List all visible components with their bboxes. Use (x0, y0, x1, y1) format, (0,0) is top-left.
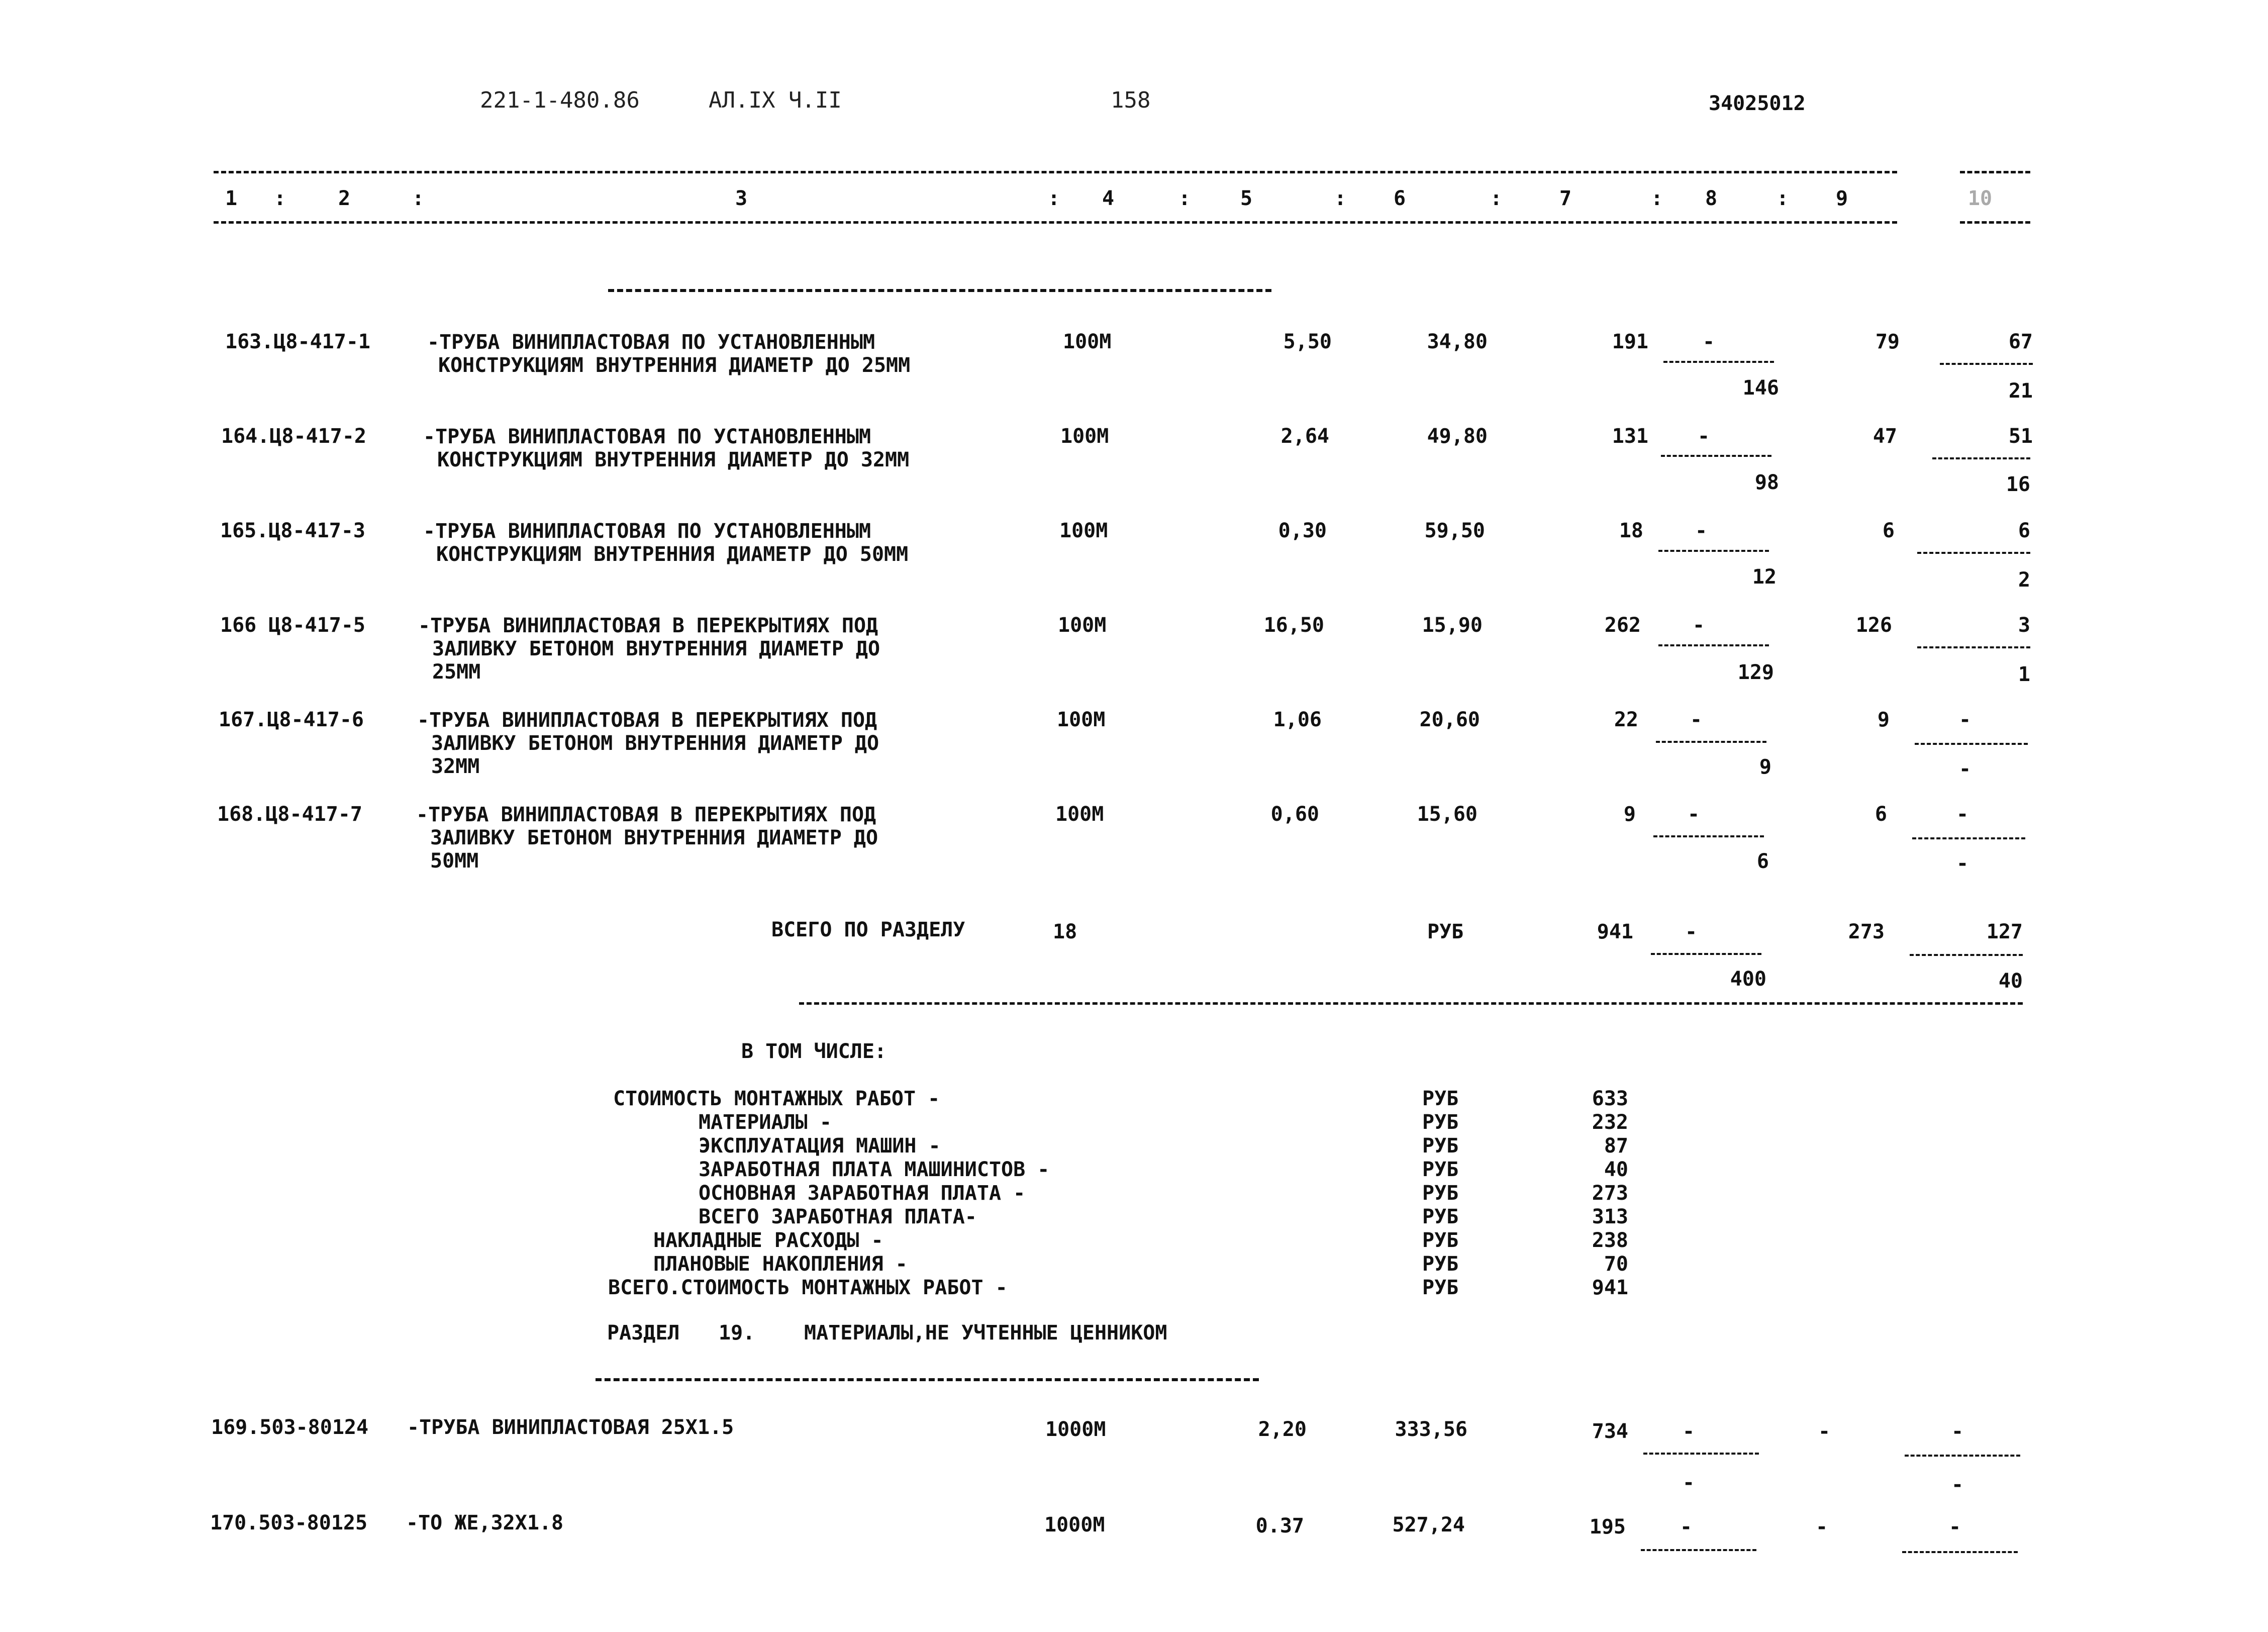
row-c10-bottom: 21 (2008, 379, 2033, 403)
row-qty: 1,06 (1273, 708, 1322, 731)
row-qty: 0.37 (1255, 1514, 1304, 1538)
row-unit: 100М (1063, 330, 1112, 353)
row-c9: 126 (1855, 614, 1892, 637)
row-unit: 100М (1058, 614, 1107, 637)
section-total-c9: 273 (1848, 920, 1885, 943)
fraction-rule (1641, 1549, 1756, 1551)
row-total: 9 (1623, 803, 1636, 826)
row-c10-top: 6 (2018, 519, 2030, 542)
row-price: 59,50 (1424, 519, 1485, 542)
row-unit: 100М (1060, 425, 1109, 448)
section-total-unit: РУБ (1427, 920, 1464, 943)
row-c8-top: - (1695, 519, 1708, 542)
fraction-rule (1902, 1551, 2018, 1553)
fraction-rule (1932, 457, 2030, 459)
section-total-value: 941 (1597, 920, 1633, 943)
col-7: 7 (1559, 187, 1572, 210)
row-id: 163.Ц8-417-1 (225, 330, 370, 353)
row-price: 49,80 (1427, 425, 1488, 448)
row-desc: -ТО ЖЕ,32Х1.8 (406, 1511, 564, 1534)
row-c8-bottom: 146 (1742, 376, 1779, 400)
row-id: 165.Ц8-417-3 (220, 519, 365, 542)
row-qty: 2,64 (1280, 425, 1329, 448)
row-desc-line: -ТРУБА ВИНИПЛАСТОВАЯ ПО УСТАНОВЛЕННЫМ (427, 331, 875, 354)
row-price: 34,80 (1427, 330, 1488, 353)
row-qty: 5,50 (1283, 330, 1332, 353)
row-id: 164.Ц8-417-2 (221, 425, 366, 448)
row-desc-line: ЗАЛИВКУ БЕТОНОМ ВНУТРЕННИЯ ДИАМЕТР ДО (430, 826, 878, 849)
fraction-rule (1661, 455, 1771, 457)
row-desc-line: КОНСТРУКЦИЯМ ВНУТРЕННИЯ ДИАМЕТР ДО 50ММ (436, 543, 909, 566)
breakdown-unit: РУБ (1422, 1229, 1459, 1252)
breakdown-label: ЭКСПЛУАТАЦИЯ МАШИН - (699, 1134, 941, 1158)
row-c9: 9 (1877, 708, 1890, 731)
row-desc-line: ЗАЛИВКУ БЕТОНОМ ВНУТРЕННИЯ ДИАМЕТР ДО (431, 732, 879, 755)
row-c10-bottom: 2 (2018, 568, 2030, 592)
row-c9: - (1815, 1515, 1828, 1539)
row-desc-line: 25ММ (432, 660, 481, 684)
header-rule-top (214, 171, 1897, 173)
row-c9: 6 (1875, 803, 1887, 826)
fraction-rule (1663, 361, 1774, 363)
row-total: 195 (1589, 1515, 1626, 1539)
row-desc-line: 32ММ (431, 755, 480, 778)
row-c10-top: - (1948, 1515, 1961, 1539)
col-4: 4 (1102, 187, 1115, 210)
row-total: 734 (1592, 1420, 1628, 1443)
row-c8-bottom: 129 (1737, 661, 1774, 684)
row-price: 20,60 (1419, 708, 1480, 731)
row-price: 15,60 (1417, 803, 1477, 826)
section-number: 18 (1053, 920, 1077, 943)
row-c10-top: 51 (2008, 425, 2033, 448)
fraction-rule (1656, 741, 1766, 743)
document-code: 221-1-480.86 (480, 87, 640, 113)
breakdown-unit: РУБ (1422, 1276, 1459, 1299)
row-total: 131 (1612, 425, 1648, 448)
breakdown-unit: РУБ (1422, 1158, 1459, 1181)
section-total-label: ВСЕГО ПО РАЗДЕЛУ (771, 918, 965, 941)
fraction-rule (1643, 1453, 1759, 1455)
fraction-rule (1910, 954, 2023, 956)
row-unit: 100М (1057, 708, 1106, 731)
col-sep: : (412, 187, 425, 210)
breakdown-value: 313 (1592, 1205, 1628, 1228)
row-c8-top: - (1702, 330, 1715, 353)
col-9: 9 (1835, 187, 1848, 210)
fraction-rule (1658, 550, 1769, 552)
fraction-rule (1905, 1455, 2020, 1457)
row-total: 18 (1619, 519, 1643, 542)
header-rule-bottom-right (1960, 221, 2030, 224)
row-unit: 100М (1059, 519, 1108, 542)
breakdown-value: 238 (1592, 1229, 1628, 1252)
row-c8-top: - (1690, 708, 1703, 731)
row-c10-top: - (1958, 708, 1971, 731)
row-c9: 79 (1875, 330, 1900, 353)
breakdown-value: 941 (1592, 1276, 1628, 1299)
col-6: 6 (1393, 187, 1406, 210)
row-price: 333,56 (1395, 1418, 1467, 1441)
breakdown-value: 40 (1604, 1158, 1628, 1181)
row-id: 168.Ц8-417-7 (217, 803, 362, 826)
row-total: 22 (1614, 708, 1638, 731)
row-c8-top: - (1687, 803, 1700, 826)
breakdown-unit: РУБ (1422, 1111, 1459, 1134)
row-price: 527,24 (1392, 1513, 1465, 1537)
row-unit: 100М (1055, 803, 1104, 826)
row-c8-bottom: 9 (1759, 755, 1771, 779)
section-title: МАТЕРИАЛЫ,НЕ УЧТЕННЫЕ ЦЕННИКОМ (804, 1321, 1167, 1345)
section-total-c10-top: 127 (1986, 920, 2023, 943)
row-c8-bottom: 6 (1756, 850, 1769, 873)
row-c8-bottom: 12 (1752, 565, 1777, 589)
row-total: 262 (1604, 614, 1641, 637)
section-separator (596, 1378, 1259, 1381)
row-c8-top: - (1682, 1420, 1695, 1443)
breakdown-unit: РУБ (1422, 1253, 1459, 1276)
row-c10-top: - (1951, 1420, 1964, 1443)
total-rule (799, 1002, 2023, 1005)
section-total-c8-top: - (1685, 920, 1698, 943)
page-number: 158 (1111, 87, 1151, 113)
fraction-rule (1658, 644, 1769, 646)
row-c8-top: - (1697, 425, 1710, 448)
row-c10-top: 67 (2008, 330, 2033, 353)
row-c10-bottom: 1 (2018, 663, 2030, 686)
section-label: РАЗДЕЛ (607, 1321, 680, 1345)
breakdown-unit: РУБ (1422, 1087, 1459, 1110)
col-3: 3 (735, 187, 748, 210)
row-c10-bottom: - (1951, 1473, 1964, 1496)
row-qty: 0,60 (1270, 803, 1319, 826)
fraction-rule (1940, 363, 2033, 365)
breakdown-label: ВСЕГО.СТОИМОСТЬ МОНТАЖНЫХ РАБОТ - (608, 1276, 1008, 1299)
including-title: В ТОМ ЧИСЛЕ: (741, 1040, 886, 1063)
row-qty: 2,20 (1258, 1418, 1307, 1441)
row-desc-line: -ТРУБА ВИНИПЛАСТОВАЯ В ПЕРЕКРЫТИЯХ ПОД (417, 709, 877, 732)
section-total-c10-bottom: 40 (1998, 970, 2023, 993)
breakdown-value: 232 (1592, 1111, 1628, 1134)
row-desc-line: ЗАЛИВКУ БЕТОНОМ ВНУТРЕННИЯ ДИАМЕТР ДО (432, 637, 880, 660)
fraction-rule (1653, 835, 1764, 837)
breakdown-label: ЗАРАБОТНАЯ ПЛАТА МАШИНИСТОВ - (699, 1158, 1050, 1181)
row-id: 167.Ц8-417-6 (219, 708, 364, 731)
breakdown-value: 70 (1604, 1253, 1628, 1276)
col-sep: : (1048, 187, 1060, 210)
fraction-rule (1651, 953, 1761, 955)
breakdown-label: ВСЕГО ЗАРАБОТНАЯ ПЛАТА- (699, 1205, 977, 1228)
col-sep: : (1777, 187, 1789, 210)
row-qty: 16,50 (1263, 614, 1324, 637)
row-id: 166 Ц8-417-5 (220, 614, 365, 637)
breakdown-label: ПЛАНОВЫЕ НАКОПЛЕНИЯ - (653, 1253, 908, 1276)
row-price: 15,90 (1422, 614, 1483, 637)
breakdown-unit: РУБ (1422, 1134, 1459, 1158)
row-desc-line: -ТРУБА ВИНИПЛАСТОВАЯ ПО УСТАНОВЛЕННЫМ (423, 520, 871, 543)
breakdown-unit: РУБ (1422, 1205, 1459, 1228)
section-total-c8-bottom: 400 (1730, 968, 1766, 991)
header-rule-bottom (214, 221, 1897, 224)
row-c10-top: 3 (2018, 614, 2030, 637)
row-c10-bottom: - (1958, 757, 1971, 781)
doc-number: 34025012 (1709, 92, 1806, 115)
row-c9: 6 (1882, 519, 1895, 542)
row-c10-bottom: - (1956, 852, 1969, 875)
breakdown-label: ОСНОВНАЯ ЗАРАБОТНАЯ ПЛАТА - (699, 1182, 1026, 1205)
col-1: 1 (225, 187, 238, 210)
col-10: 10 (1967, 187, 1993, 210)
row-desc-line: КОНСТРУКЦИЯМ ВНУТРЕННИЯ ДИАМЕТР ДО 32ММ (437, 448, 910, 471)
breakdown-label: НАКЛАДНЫЕ РАСХОДЫ - (653, 1229, 883, 1252)
breakdown-label: МАТЕРИАЛЫ - (699, 1111, 832, 1134)
fraction-rule (1917, 646, 2030, 648)
row-desc-line: КОНСТРУКЦИЯМ ВНУТРЕННИЯ ДИАМЕТР ДО 25ММ (438, 354, 911, 377)
col-sep: : (1651, 187, 1663, 210)
row-c8-bottom: - (1682, 1471, 1695, 1494)
row-id: 170.503-80125 (210, 1511, 368, 1534)
col-8: 8 (1705, 187, 1718, 210)
breakdown-value: 633 (1592, 1087, 1628, 1110)
row-total: 191 (1612, 330, 1648, 353)
row-c8-top: - (1680, 1515, 1693, 1539)
row-c9: - (1818, 1420, 1831, 1443)
row-id: 169.503-80124 (211, 1416, 369, 1439)
fraction-rule (1917, 552, 2030, 554)
breakdown-value: 273 (1592, 1182, 1628, 1205)
row-desc: -ТРУБА ВИНИПЛАСТОВАЯ 25Х1.5 (407, 1416, 734, 1439)
col-sep: : (1178, 187, 1191, 210)
row-desc-line: -ТРУБА ВИНИПЛАСТОВАЯ В ПЕРЕКРЫТИЯХ ПОД (418, 614, 878, 637)
row-unit: 1000М (1044, 1513, 1105, 1537)
header-rule-top-right (1960, 171, 2030, 173)
breakdown-label: СТОИМОСТЬ МОНТАЖНЫХ РАБОТ - (613, 1087, 940, 1110)
col-sep: : (1334, 187, 1347, 210)
row-desc-line: -ТРУБА ВИНИПЛАСТОВАЯ В ПЕРЕКРЫТИЯХ ПОД (416, 803, 876, 826)
breakdown-unit: РУБ (1422, 1182, 1459, 1205)
col-2: 2 (338, 187, 351, 210)
fraction-rule (1915, 743, 2028, 745)
section-number: 19. (719, 1321, 755, 1345)
col-5: 5 (1240, 187, 1253, 210)
row-c9: 47 (1872, 425, 1897, 448)
row-c8-bottom: 98 (1754, 471, 1779, 494)
fraction-rule (1912, 837, 2025, 839)
row-qty: 0,30 (1278, 519, 1327, 542)
row-c8-top: - (1692, 614, 1705, 637)
row-unit: 1000М (1045, 1418, 1106, 1441)
row-desc-line: 50ММ (430, 849, 479, 873)
row-desc-line: -ТРУБА ВИНИПЛАСТОВАЯ ПО УСТАНОВЛЕННЫМ (423, 425, 871, 448)
album-reference: АЛ.IX Ч.II (709, 87, 842, 113)
breakdown-value: 87 (1604, 1134, 1628, 1158)
row-c10-bottom: 16 (2006, 473, 2030, 496)
section-separator (608, 289, 1271, 292)
row-c10-top: - (1956, 803, 1969, 826)
col-sep: : (274, 187, 286, 210)
col-sep: : (1490, 187, 1503, 210)
